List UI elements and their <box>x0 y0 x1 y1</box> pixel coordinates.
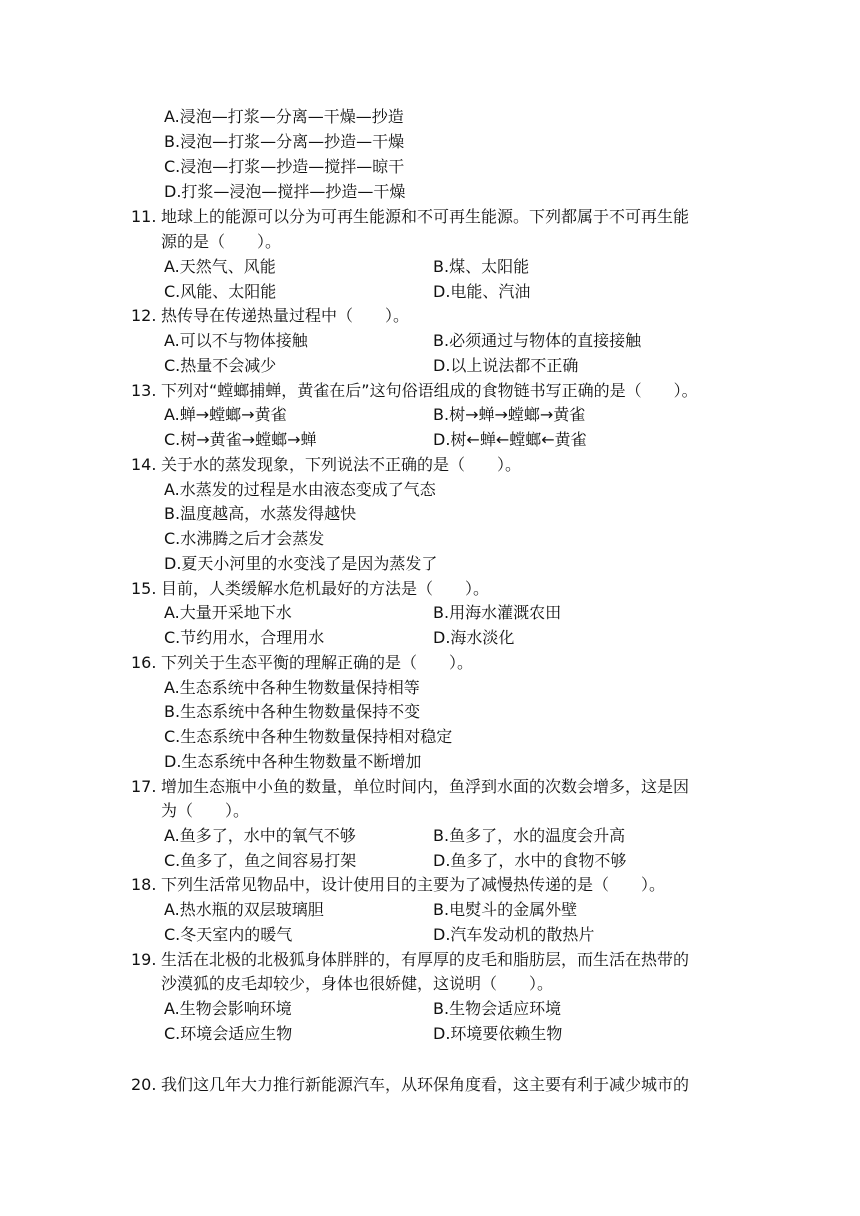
q13-option-c: C.树→黄雀→螳螂→蝉 <box>164 430 317 449</box>
q14-number: 14. <box>131 455 157 474</box>
q11-option-a: A.天然气、风能 <box>164 257 276 276</box>
q12-option-c: C.热量不会减少 <box>164 356 277 375</box>
q17-text-line2: 为（ ）。 <box>161 801 250 820</box>
q10-option-a: A.浸泡—打浆—分离—干燥—抄造 <box>164 107 404 126</box>
q16-text-line1: 下列关于生态平衡的理解正确的是（ ）。 <box>161 653 474 672</box>
q11-option-b: B.煤、太阳能 <box>433 257 530 276</box>
q14-text-line1: 关于水的蒸发现象，下列说法不正确的是（ ）。 <box>161 455 522 474</box>
q19-number: 19. <box>131 950 157 969</box>
q19-option-b: B.生物会适应环境 <box>433 999 562 1018</box>
q16-option-b: B.生态系统中各种生物数量保持不变 <box>164 702 421 721</box>
q15-option-b: B.用海水灌溉农田 <box>433 603 562 622</box>
q10-option-d: D.打浆—浸泡—搅拌—抄造—干燥 <box>164 182 406 201</box>
q17-number: 17. <box>131 777 157 796</box>
q19-text-line1: 生活在北极的北极狐身体胖胖的，有厚厚的皮毛和脂肪层，而生活在热带的 <box>161 950 690 969</box>
q12-number: 12. <box>131 306 157 325</box>
q19-text-line2: 沙漠狐的皮毛却较少，身体也很娇健，这说明（ ）。 <box>161 974 554 993</box>
q12-option-b: B.必须通过与物体的直接接触 <box>433 331 642 350</box>
q20-text-line1: 我们这几年大力推行新能源汽车，从环保角度看，这主要有利于减少城市的 <box>161 1075 690 1094</box>
q10-option-b: B.浸泡—打浆—分离—抄造—干燥 <box>164 132 405 151</box>
q11-text-line1: 地球上的能源可以分为可再生能源和不可再生能源。下列都属于不可再生能 <box>161 207 690 226</box>
q14-option-d: D.夏天小河里的水变浅了是因为蒸发了 <box>164 554 438 573</box>
q18-number: 18. <box>131 875 157 894</box>
q18-option-a: A.热水瓶的双层玻璃胆 <box>164 900 324 919</box>
q15-option-d: D.海水淡化 <box>433 628 515 647</box>
q11-option-c: C.风能、太阳能 <box>164 282 277 301</box>
q13-text-line1: 下列对“螳螂捕蝉，黄雀在后”这句俗语组成的食物链书写正确的是（ ）。 <box>161 381 698 400</box>
q15-number: 15. <box>131 579 157 598</box>
q16-number: 16. <box>131 653 157 672</box>
q16-option-d: D.生态系统中各种生物数量不断增加 <box>164 752 422 771</box>
q19-option-c: C.环境会适应生物 <box>164 1024 293 1043</box>
q20-number: 20. <box>131 1075 157 1094</box>
q19-option-a: A.生物会影响环境 <box>164 999 292 1018</box>
q10-option-c: C.浸泡—打浆—抄造—搅拌—晾干 <box>164 157 405 176</box>
q14-option-c: C.水沸腾之后才会蒸发 <box>164 529 325 548</box>
q15-option-a: A.大量开采地下水 <box>164 603 292 622</box>
q11-text-line2: 源的是（ ）。 <box>161 232 282 251</box>
q16-option-c: C.生态系统中各种生物数量保持相对稳定 <box>164 727 453 746</box>
q12-option-d: D.以上说法都不正确 <box>433 356 579 375</box>
q13-number-label: 13. <box>131 381 157 400</box>
q19-option-d: D.环境要依赖生物 <box>433 1024 563 1043</box>
q12-text-line1: 热传导在传递热量过程中（ ）。 <box>161 306 410 325</box>
q17-option-c: C.鱼多了，鱼之间容易打架 <box>164 851 357 870</box>
q13-option-d: D.树←蝉←螳螂←黄雀 <box>433 430 587 449</box>
q14-option-a: A.水蒸发的过程是水由液态变成了气态 <box>164 480 436 499</box>
q14-option-b: B.温度越高，水蒸发得越快 <box>164 504 357 523</box>
q18-option-b: B.电熨斗的金属外壁 <box>433 900 578 919</box>
q11-option-d: D.电能、汽油 <box>433 282 531 301</box>
q18-text-line1: 下列生活常见物品中，设计使用目的主要为了减慢热传递的是（ ）。 <box>161 875 666 894</box>
q13-option-a: A.蝉→螳螂→黄雀 <box>164 405 287 424</box>
q17-option-b: B.鱼多了，水的温度会升高 <box>433 826 626 845</box>
q17-option-d: D.鱼多了，水中的食物不够 <box>433 851 627 870</box>
q17-option-a: A.鱼多了，水中的氧气不够 <box>164 826 356 845</box>
q18-option-d: D.汽车发动机的散热片 <box>433 925 595 944</box>
q18-option-c: C.冬天室内的暖气 <box>164 925 293 944</box>
q17-text-line1: 增加生态瓶中小鱼的数量，单位时间内，鱼浮到水面的次数会增多，这是因 <box>161 777 690 796</box>
q15-option-c: C.节约用水，合理用水 <box>164 628 325 647</box>
q12-option-a: A.可以不与物体接触 <box>164 331 308 350</box>
q11-number: 11. <box>131 207 157 226</box>
q13-option-b: B.树→蝉→螳螂→黄雀 <box>433 405 586 424</box>
q16-option-a: A.生态系统中各种生物数量保持相等 <box>164 678 420 697</box>
q15-text-line1: 目前，人类缓解水危机最好的方法是（ ）。 <box>161 579 490 598</box>
